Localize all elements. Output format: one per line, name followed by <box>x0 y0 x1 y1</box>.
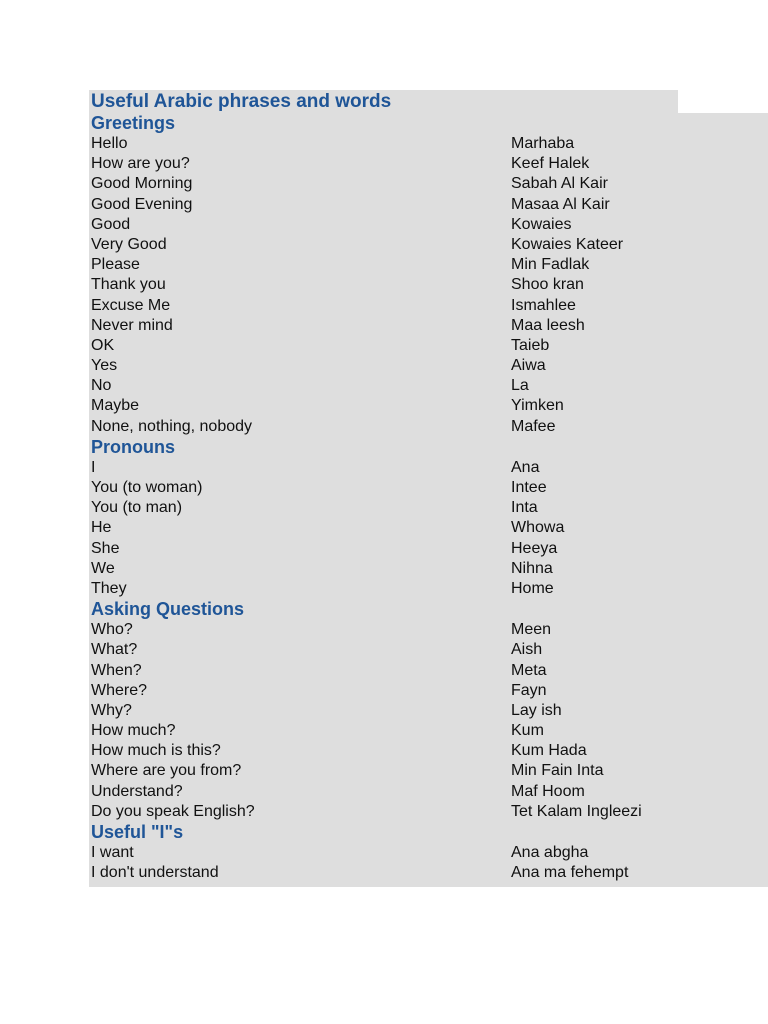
document-title: Useful Arabic phrases and words <box>91 91 392 112</box>
arabic-phrase: Taieb <box>511 336 550 354</box>
arabic-phrase: Sabah Al Kair <box>511 175 608 193</box>
arabic-phrase: Ana ma fehempt <box>511 864 629 882</box>
english-phrase: How much is this? <box>91 742 221 760</box>
arabic-phrase: Kum <box>511 722 544 740</box>
arabic-phrase: Home <box>511 579 554 597</box>
phrase-row <box>91 174 751 194</box>
arabic-phrase: Whowa <box>511 519 565 537</box>
english-phrase: They <box>91 579 127 597</box>
phrase-row <box>91 701 751 721</box>
phrase-row <box>91 863 751 883</box>
phrase-row <box>91 235 751 255</box>
english-phrase: Where? <box>91 681 148 699</box>
arabic-phrase: La <box>511 377 529 395</box>
english-phrase: You (to man) <box>91 499 183 517</box>
arabic-phrase: Aish <box>511 641 543 659</box>
arabic-phrase: Maf Hoom <box>511 782 585 800</box>
phrase-row <box>91 782 751 802</box>
english-phrase: Do you speak English? <box>91 802 255 820</box>
arabic-phrase: Masaa Al Kair <box>511 195 610 213</box>
phrase-row <box>91 376 751 396</box>
arabic-phrase: Min Fadlak <box>511 256 590 274</box>
arabic-phrase: Nihna <box>511 559 553 577</box>
phrase-row <box>91 741 751 761</box>
section-heading: Useful "I"s <box>91 822 184 842</box>
phrase-row <box>91 681 751 701</box>
english-phrase: None, nothing, nobody <box>91 417 253 435</box>
phrase-row <box>91 661 751 681</box>
english-phrase: Hello <box>91 135 128 152</box>
english-phrase: OK <box>91 336 115 354</box>
section-heading: Asking Questions <box>91 599 245 620</box>
english-phrase: When? <box>91 661 142 679</box>
phrase-row <box>91 539 751 559</box>
english-phrase: You (to woman) <box>91 479 203 496</box>
arabic-phrase: Kowaies <box>511 215 572 233</box>
english-phrase: Good Morning <box>91 175 193 193</box>
arabic-phrase: Keef Halek <box>511 155 590 173</box>
arabic-phrase: Heeya <box>511 539 558 557</box>
arabic-phrase: Tet Kalam Ingleezi <box>511 802 642 820</box>
arabic-phrase: Ismahlee <box>511 296 576 314</box>
phrase-row <box>91 518 751 538</box>
arabic-phrase: Ana <box>511 458 540 476</box>
phrase-row <box>91 559 751 579</box>
arabic-phrase: Lay ish <box>511 701 562 719</box>
arabic-phrase: Meta <box>511 661 547 679</box>
arabic-phrase: Marhaba <box>511 135 575 152</box>
phrase-row <box>91 195 751 215</box>
arabic-phrase: Kum Hada <box>511 742 587 760</box>
phrase-row <box>91 640 751 660</box>
english-phrase: Yes <box>91 357 118 375</box>
arabic-phrase: Fayn <box>511 681 547 699</box>
phrase-row <box>91 134 751 154</box>
english-phrase: He <box>91 519 112 537</box>
english-phrase: Understand? <box>91 782 183 800</box>
phrase-row <box>91 356 751 376</box>
english-phrase: Thank you <box>91 276 166 294</box>
phrase-row <box>91 316 751 336</box>
english-phrase: What? <box>91 641 138 659</box>
english-phrase: I <box>91 458 96 476</box>
english-phrase: Excuse Me <box>91 296 171 314</box>
phrase-row <box>91 761 751 781</box>
sections-container <box>91 113 751 883</box>
phrase-row <box>91 721 751 741</box>
arabic-phrase: Inta <box>511 499 538 517</box>
english-phrase: Please <box>91 256 140 274</box>
arabic-phrase: Meen <box>511 621 552 639</box>
phrase-row <box>91 275 751 295</box>
english-phrase: How much? <box>91 722 176 740</box>
english-phrase: Very Good <box>91 235 167 253</box>
phrase-row <box>91 396 751 416</box>
phrase-row <box>91 336 751 356</box>
english-phrase: Never mind <box>91 316 173 334</box>
phrase-row <box>91 458 751 478</box>
english-phrase: We <box>91 559 115 577</box>
phrase-row <box>91 620 751 640</box>
arabic-phrase: Intee <box>511 479 547 496</box>
english-phrase: Where are you from? <box>91 762 242 780</box>
phrase-row <box>91 478 751 498</box>
english-phrase: Good Evening <box>91 195 193 213</box>
english-phrase: She <box>91 539 120 557</box>
section-heading: Greetings <box>91 113 176 133</box>
phrase-row <box>91 802 751 822</box>
english-phrase: Who? <box>91 621 133 639</box>
english-phrase: Maybe <box>91 397 140 415</box>
phrase-list <box>91 90 751 883</box>
english-phrase: I want <box>91 844 134 861</box>
phrase-row <box>91 417 751 437</box>
english-phrase: I don't understand <box>91 864 219 882</box>
arabic-phrase: Shoo kran <box>511 276 584 294</box>
english-phrase: How are you? <box>91 155 190 173</box>
phrase-row <box>91 843 751 863</box>
arabic-phrase: Aiwa <box>511 357 546 375</box>
arabic-phrase: Ana abgha <box>511 844 589 861</box>
english-phrase: Why? <box>91 701 132 719</box>
phrase-row <box>91 215 751 235</box>
phrase-row <box>91 498 751 518</box>
phrase-row <box>91 154 751 174</box>
phrase-row <box>91 255 751 275</box>
section-heading: Pronouns <box>91 436 175 457</box>
arabic-phrase: Yimken <box>511 397 564 415</box>
phrase-row <box>91 579 751 599</box>
arabic-phrase: Min Fain Inta <box>511 762 604 780</box>
english-phrase: No <box>91 377 112 395</box>
arabic-phrase: Kowaies Kateer <box>511 235 624 253</box>
arabic-phrase: Mafee <box>511 417 556 435</box>
arabic-phrase: Maa leesh <box>511 316 585 334</box>
english-phrase: Good <box>91 215 131 233</box>
phrase-row <box>91 296 751 316</box>
